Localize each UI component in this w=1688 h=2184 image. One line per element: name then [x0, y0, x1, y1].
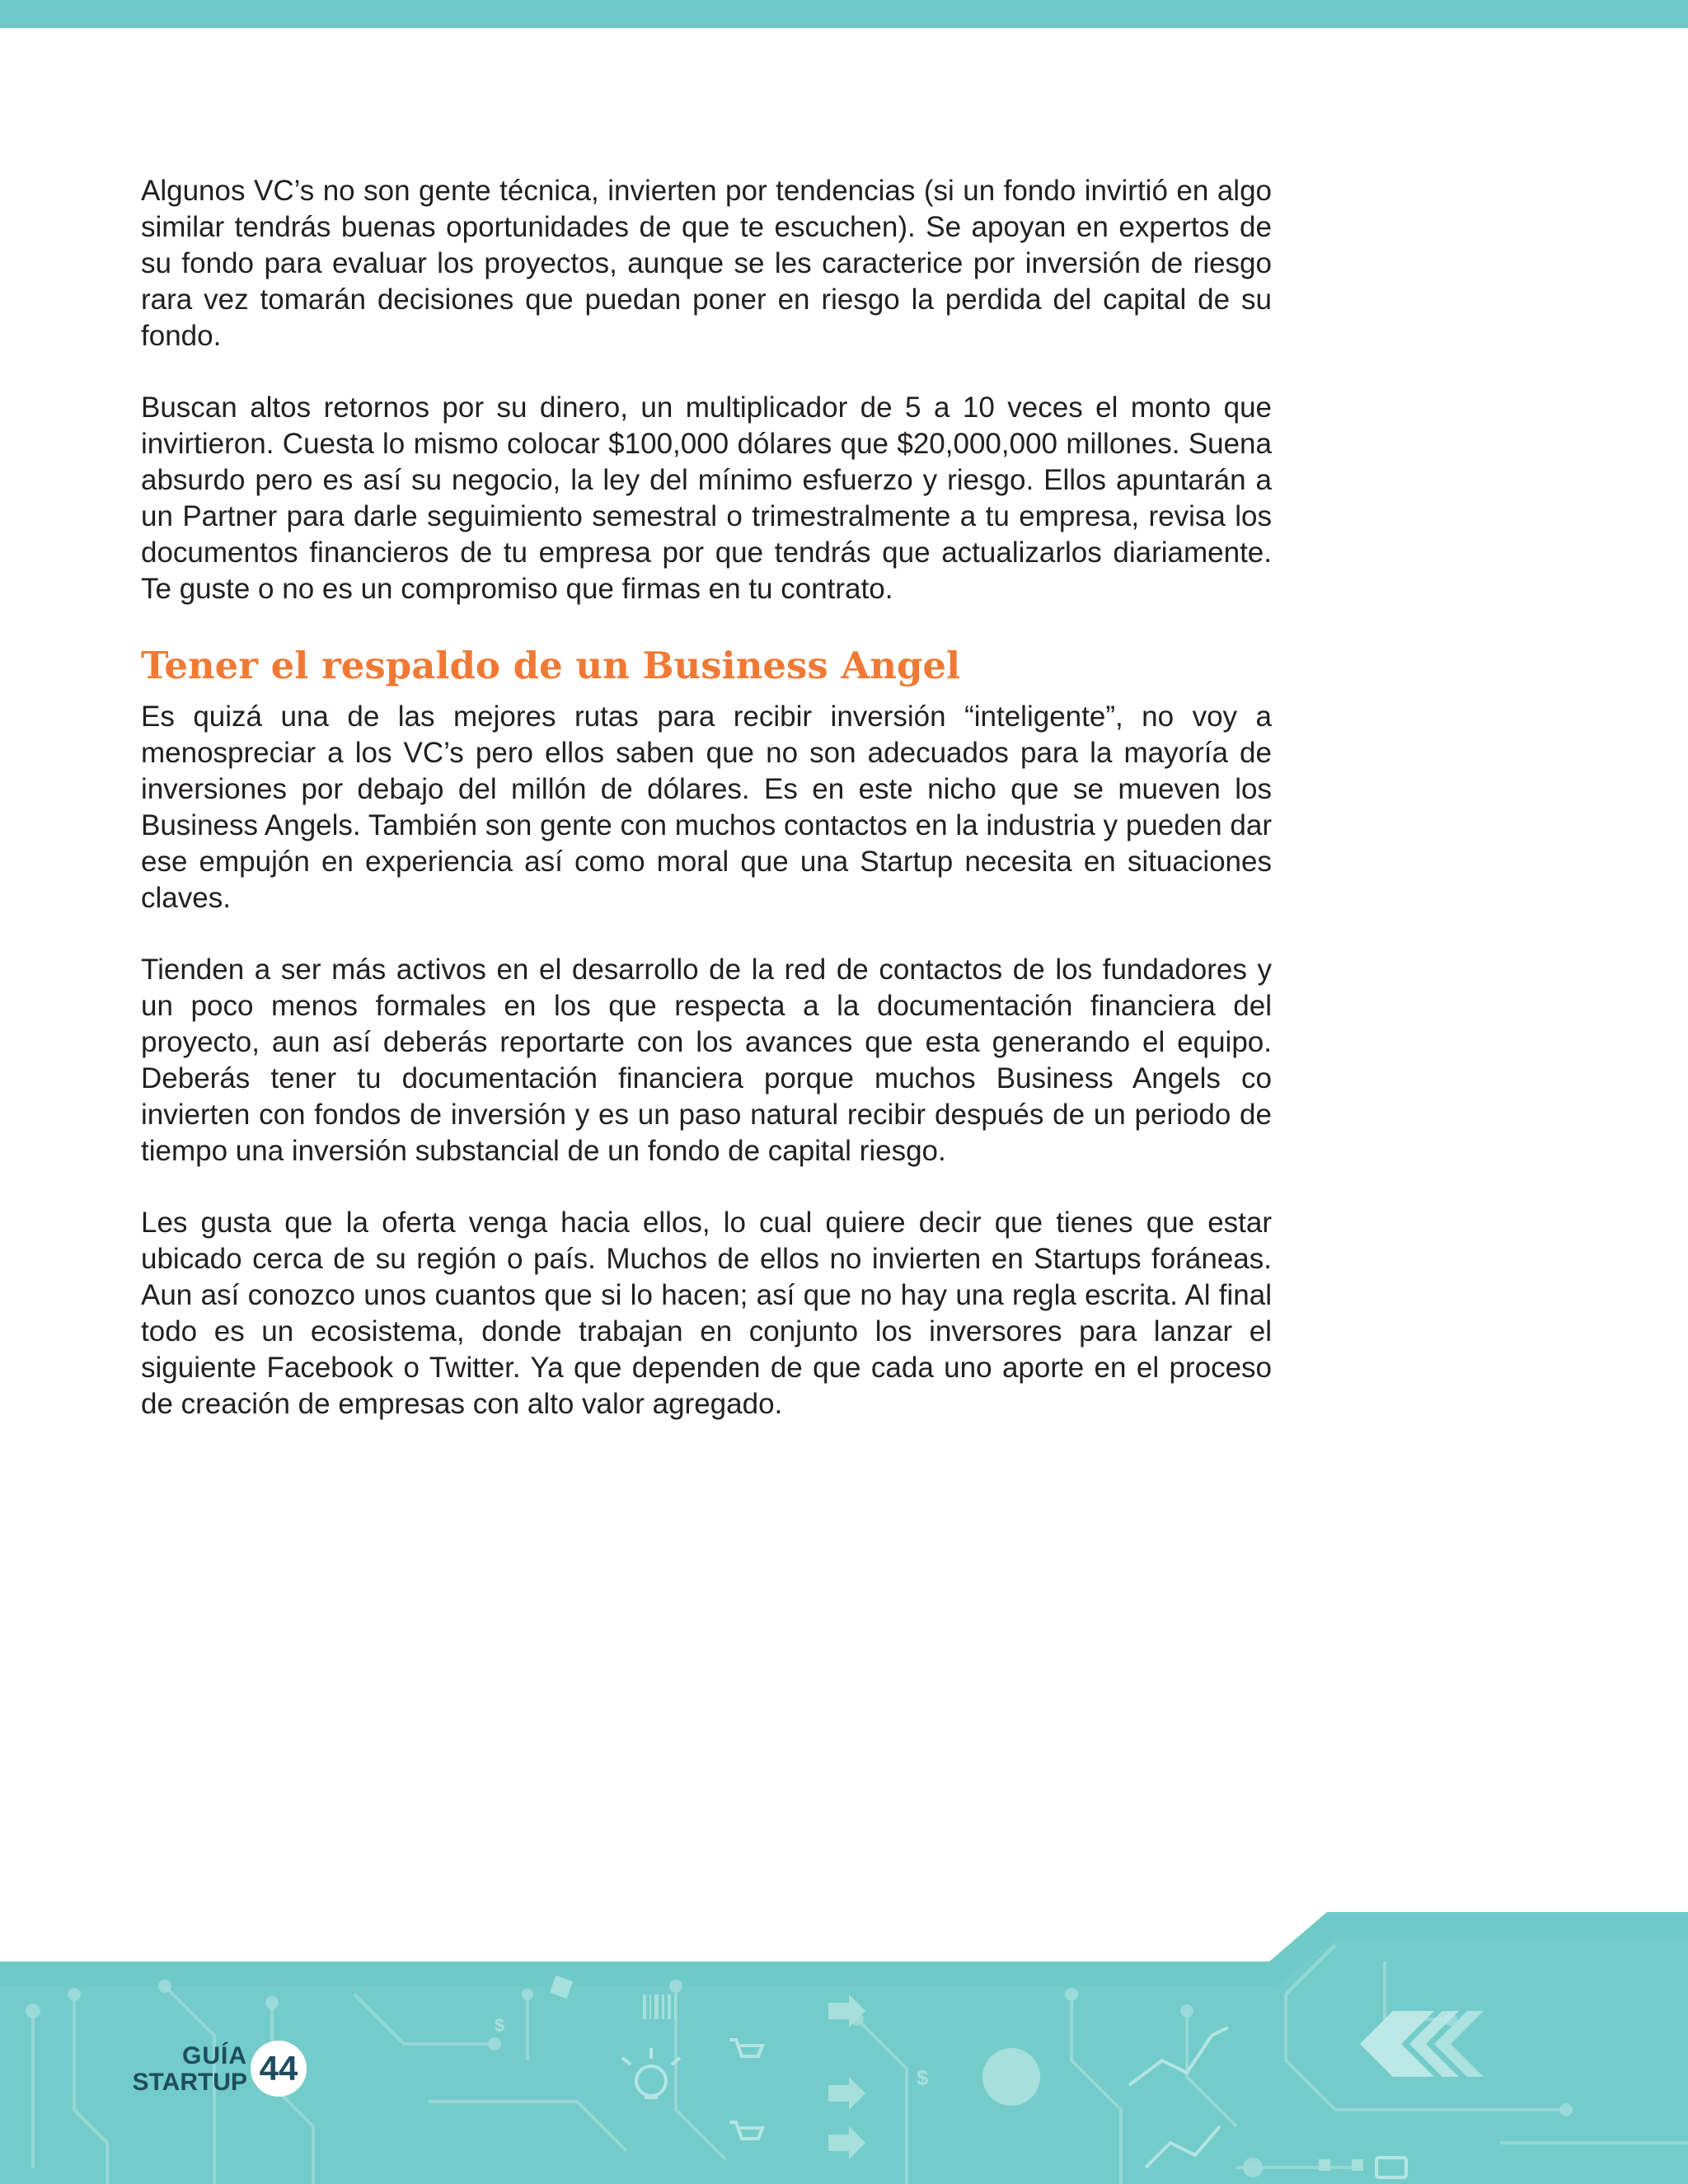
footer-decorative-band: [0, 1896, 1688, 2184]
svg-text:$: $: [917, 2065, 929, 2090]
section-heading: Tener el respaldo de un Business Angel: [141, 644, 961, 687]
brand-startup-text: STARTUP: [132, 2069, 247, 2096]
body-paragraph: Les gusta que la oferta venga hacia ellos, lo cual quiere decir que tienes que estar ubicado cerca de su región o país. Muchos de ellos no invierten en Startups foráneas. Aun así conozco unos cuantos que si lo hacen; así que no hay una regla escrita. Al final todo es un ecosistema, donde trabajan en conjunto los inversores para lanzar el siguiente Facebook o Twitter. Ya que dependen de que cada uno aporte en el proceso de creación de empresas con alto valor agregado.: [141, 1207, 1272, 1420]
page-content: [141, 173, 1272, 1458]
body-paragraph: Es quizá una de las mejores rutas para recibir inversión “inteligente”, no voy a menospreciar a los VC’s pero ellos saben que no son adecuados para la mayoría de inversiones por debajo del millón de dólares. Es en este nicho que se mueven los Business Angels. También son gente con muchos contactos en la industria y pueden dar ese empujón en experiencia así como moral que una Startup necesita en situaciones claves.: [141, 701, 1272, 914]
body-paragraph: Algunos VC’s no son gente técnica, invierten por tendencias (si un fondo invirtió en algo similar tendrás buenas oportunidades de que te escuchen). Se apoyan en expertos de su fondo para evaluar los proyectos, aunque se les caracterice por inversión de riesgo rara vez tomarán decisiones que puedan poner en riesgo la perdida del capital de su fondo.: [141, 175, 1272, 352]
brand-guia-text: GUÍA: [182, 2042, 247, 2069]
page-number-badge: [251, 2041, 307, 2097]
svg-text:$: $: [495, 2015, 505, 2036]
body-paragraph: Tienden a ser más activos en el desarrollo de la red de contactos de los fundadores y un poco menos formales en los que respecta a la documentación financiera del proyecto, aun así deberás reportarte con los avances que esta generando el equipo. Deberás tener tu documentación financiera porque muchos Business Angels co invierten con fondos de inversión y es un paso natural recibir después de un periodo de tiempo una inversión substancial de un fondo de capital riesgo.: [141, 954, 1272, 1167]
top-accent-bar: [0, 0, 1688, 28]
body-paragraph: Buscan altos retornos por su dinero, un multiplicador de 5 a 10 veces el monto que invirtieron. Cuesta lo mismo colocar $100,000 dólares que $20,000,000 millones. Suena absurdo pero es así su negocio, la ley del mínimo esfuerzo y riesgo. Ellos apuntarán a un Partner para darle seguimiento semestral o trimestralmente a tu empresa, revisa los documentos financieros de tu empresa por que tendrás que actualizarlos diariamente. Te guste o no es un compromiso que firmas en tu contrato.: [141, 391, 1272, 605]
page-number: 44: [259, 2049, 298, 2088]
brand-footer: [132, 2042, 321, 2108]
